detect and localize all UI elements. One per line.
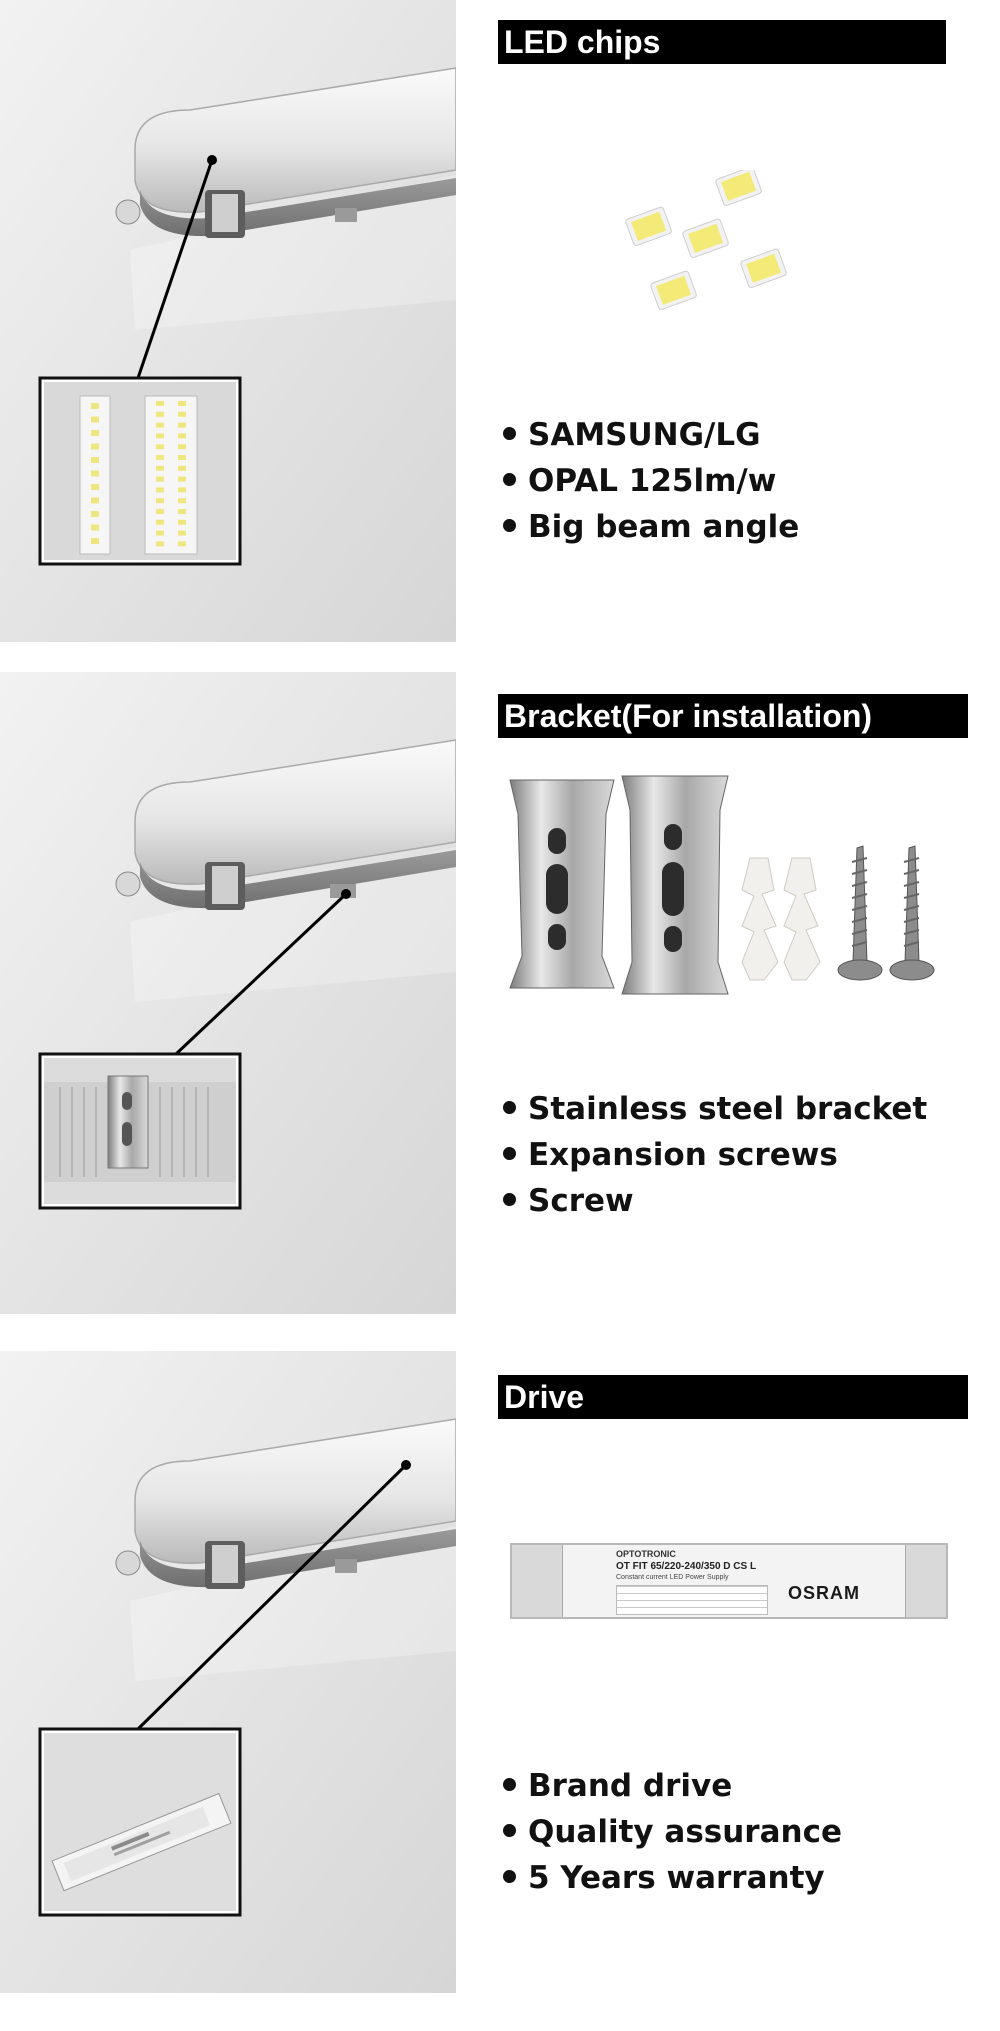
bullet-icon <box>503 473 516 486</box>
led-dot <box>156 498 164 503</box>
section-title: Drive <box>498 1375 968 1419</box>
bullet-icon <box>503 1193 516 1206</box>
led-dot <box>91 444 99 450</box>
led-dot <box>156 466 164 471</box>
feature-list <box>503 1086 927 1224</box>
led-dot <box>156 477 164 482</box>
feature-item: Big beam angle <box>503 504 799 550</box>
led-dot <box>178 423 186 428</box>
led-chip <box>682 218 729 258</box>
feature-item: SAMSUNG/LG <box>503 412 799 458</box>
led-dot <box>178 541 186 546</box>
led-dot <box>156 520 164 525</box>
led-dot <box>91 484 99 490</box>
led-dot <box>156 423 164 428</box>
terminal-block <box>512 1545 563 1617</box>
section-led-chips <box>0 0 1000 642</box>
led-dot <box>91 417 99 423</box>
led-dot <box>178 498 186 503</box>
led-dot <box>91 457 99 463</box>
led-chip <box>740 248 787 288</box>
bullet-icon <box>503 1870 516 1883</box>
led-dot <box>91 511 99 517</box>
screw <box>838 846 882 980</box>
feature-item: Screw <box>503 1178 927 1224</box>
feature-item: OPAL 125lm/w <box>503 458 799 504</box>
fixture-photo <box>0 672 456 1314</box>
led-dot <box>156 509 164 514</box>
led-dot <box>91 403 99 409</box>
feature-item: Quality assurance <box>503 1809 842 1855</box>
bullet-icon <box>503 1778 516 1791</box>
led-dot <box>178 401 186 406</box>
driver-subtitle: Constant current LED Power Supply <box>616 1574 729 1581</box>
led-dot <box>91 525 99 531</box>
bullet-icon <box>503 1824 516 1837</box>
bullet-icon <box>503 519 516 532</box>
driver-model: OT FIT 65/220-240/350 D CS L <box>616 1561 757 1572</box>
bullet-icon <box>503 1101 516 1114</box>
steel-bracket <box>510 780 614 988</box>
bullet-icon <box>503 427 516 440</box>
led-dot <box>91 471 99 477</box>
led-dot <box>178 509 186 514</box>
led-dot <box>156 444 164 449</box>
led-dot <box>156 531 164 536</box>
section-title: LED chips <box>498 20 946 64</box>
led-chips-image <box>620 170 800 330</box>
led-dot <box>91 498 99 504</box>
fixture-photo <box>0 0 456 642</box>
led-dot <box>156 401 164 406</box>
section-bracket <box>0 672 1000 1314</box>
led-dot <box>156 541 164 546</box>
bullet-icon <box>503 1147 516 1160</box>
feature-list <box>503 1763 842 1901</box>
led-dot <box>178 477 186 482</box>
led-dot <box>178 487 186 492</box>
screw <box>890 846 934 980</box>
feature-list <box>503 412 799 550</box>
feature-item: Brand drive <box>503 1763 842 1809</box>
feature-item: Stainless steel bracket <box>503 1086 927 1132</box>
bracket-kit-image <box>506 766 946 996</box>
terminal-block <box>905 1545 946 1617</box>
led-driver-image <box>510 1543 948 1619</box>
led-dot <box>178 531 186 536</box>
led-dot <box>178 466 186 471</box>
expansion-plug <box>742 858 820 980</box>
section-title: Bracket(For installation) <box>498 694 968 738</box>
led-dot <box>91 430 99 436</box>
led-dot <box>178 520 186 525</box>
led-dot <box>156 487 164 492</box>
led-chip <box>715 170 762 206</box>
driver-brand-top: OPTOTRONIC <box>616 1549 676 1559</box>
led-dot <box>91 538 99 544</box>
feature-item: Expansion screws <box>503 1132 927 1178</box>
section-drive <box>0 1351 1000 1993</box>
led-dot <box>178 455 186 460</box>
led-chip <box>625 206 672 246</box>
led-dot <box>156 433 164 438</box>
feature-item: 5 Years warranty <box>503 1855 842 1901</box>
led-dot <box>178 433 186 438</box>
led-dot <box>156 412 164 417</box>
fixture-photo <box>0 1351 456 1993</box>
steel-bracket <box>622 776 728 994</box>
led-dot <box>156 455 164 460</box>
led-dot <box>178 444 186 449</box>
spec-table <box>616 1585 768 1615</box>
led-dot <box>178 412 186 417</box>
led-chip <box>650 270 697 310</box>
osram-logo: OSRAM <box>788 1583 860 1603</box>
